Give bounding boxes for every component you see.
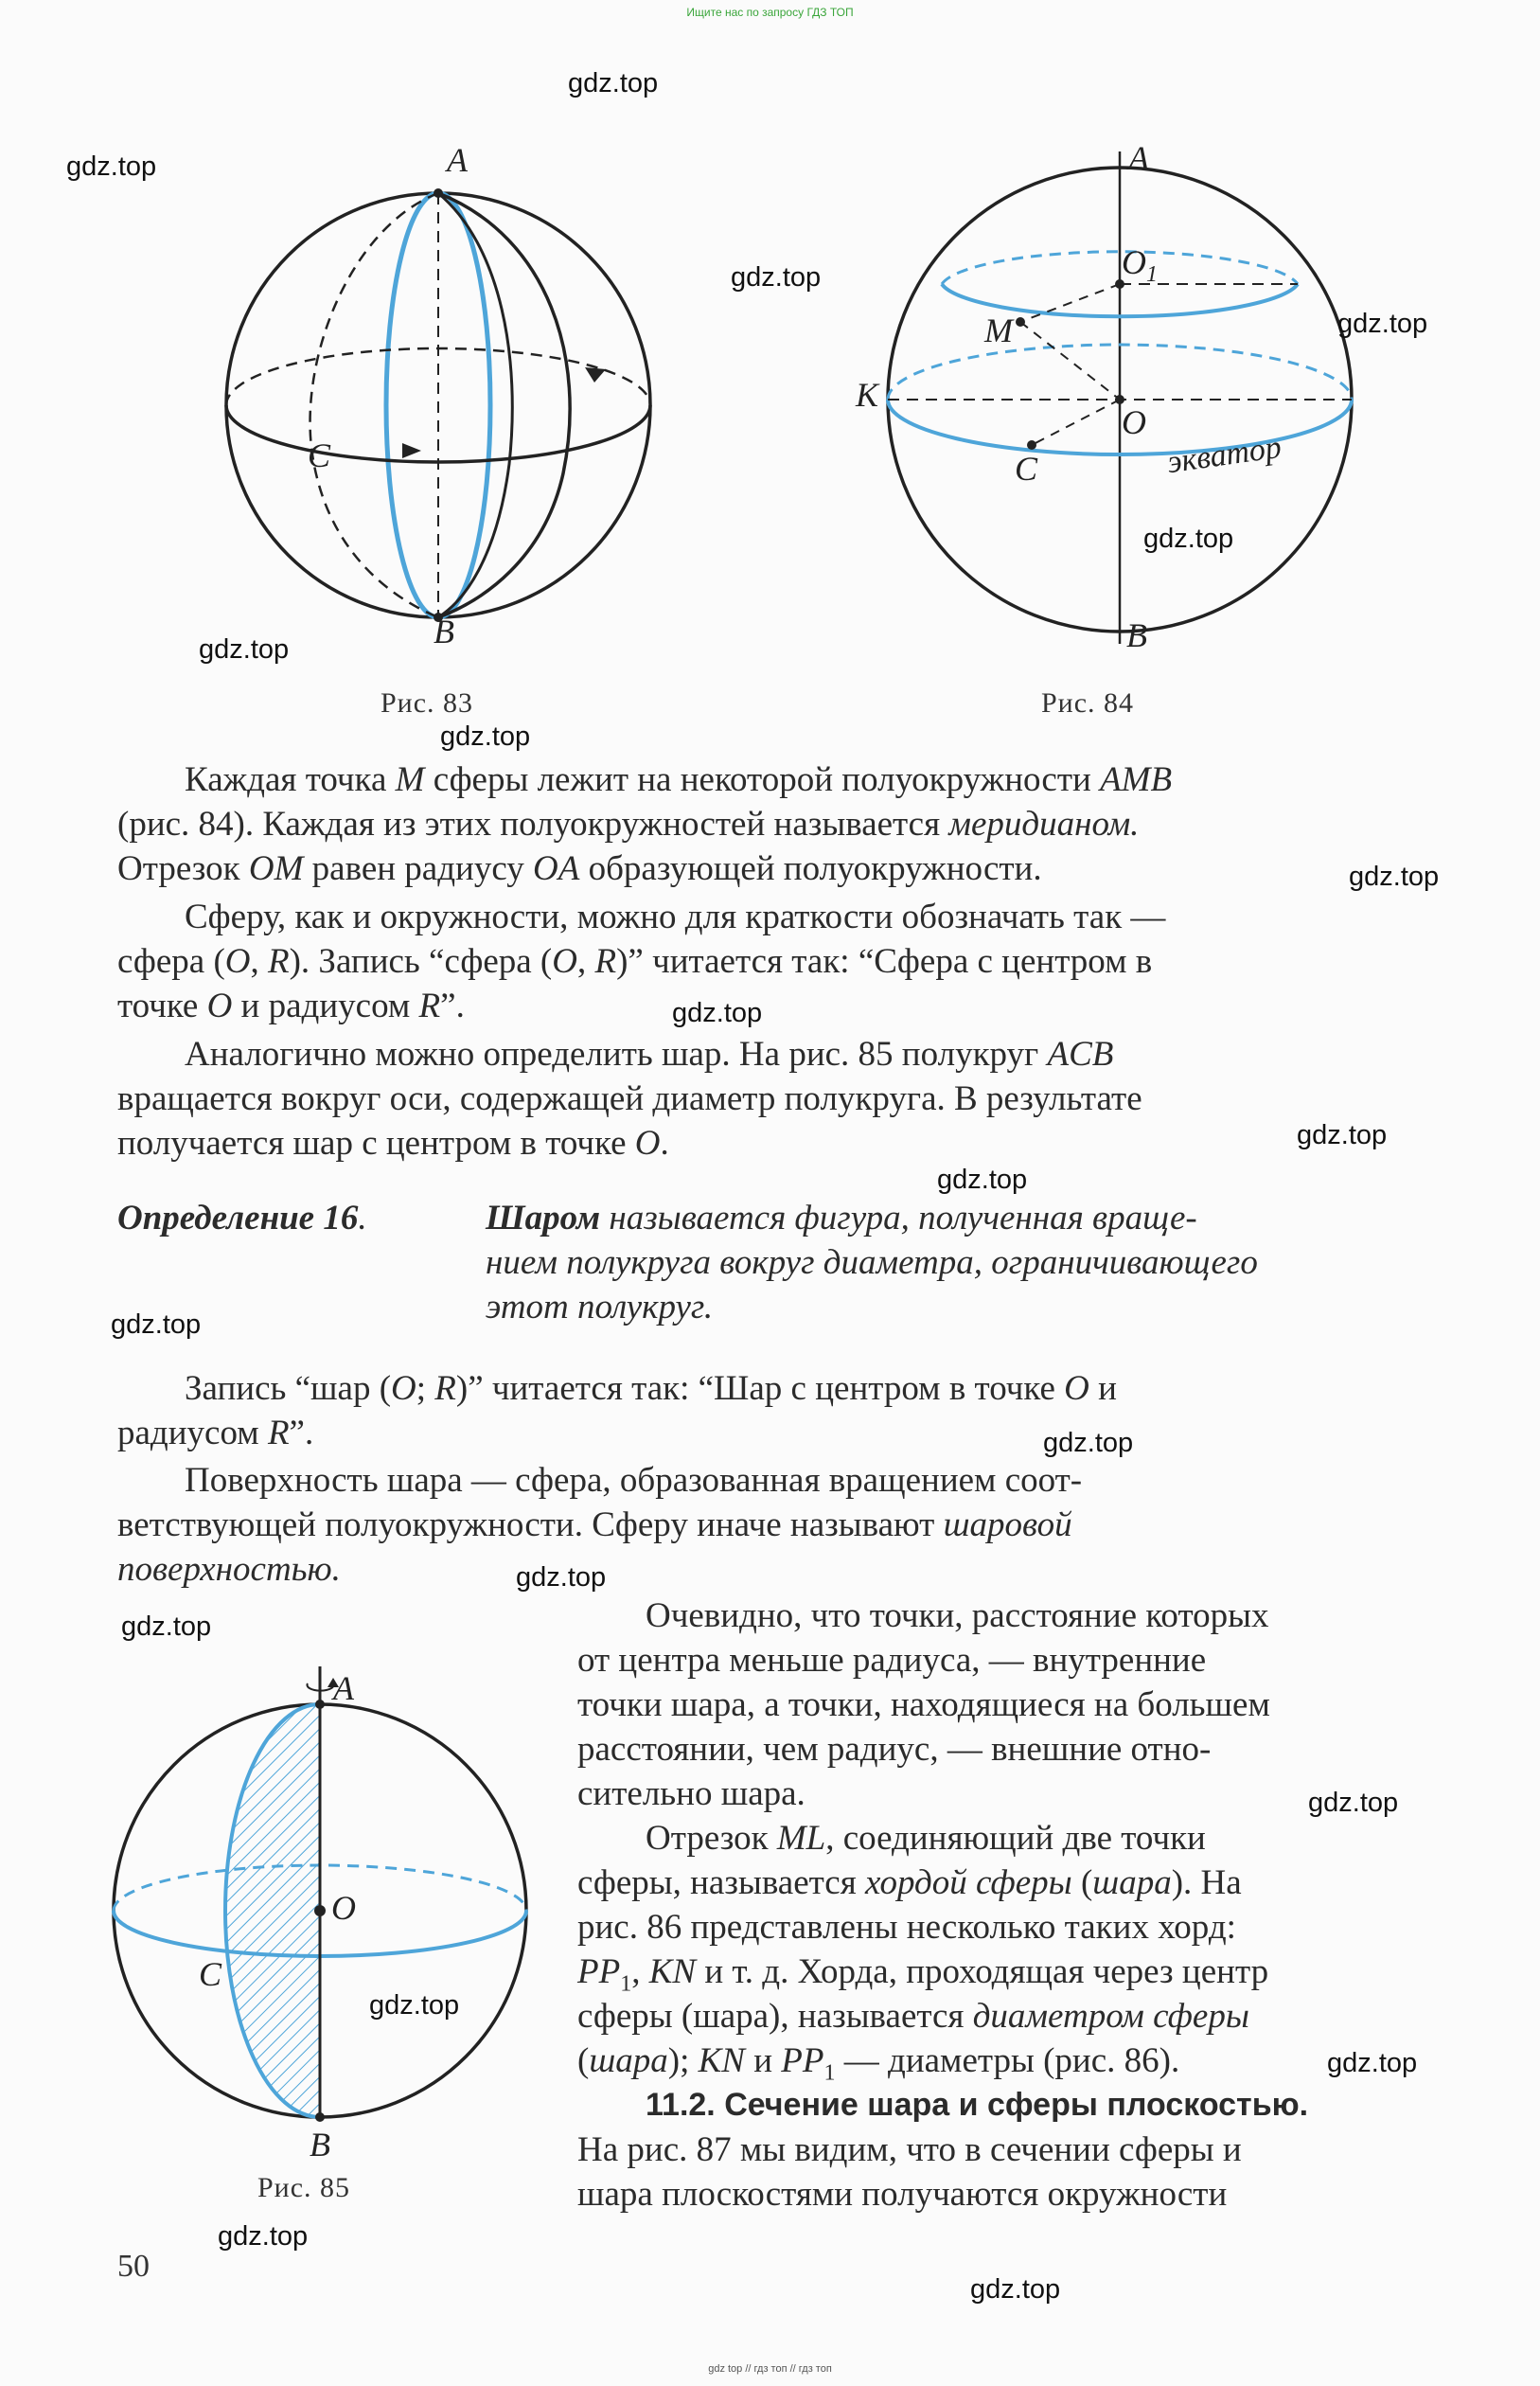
watermark: gdz.top	[1143, 524, 1234, 554]
section-heading-11-2: 11.2. Сечение шара и сферы плоскостью.	[646, 2087, 1309, 2123]
watermark: gdz.top	[970, 2274, 1061, 2305]
right-col-line-7: сферы, называется хордой сферы (шара). На	[577, 1863, 1242, 1902]
watermark: gdz.top	[937, 1165, 1028, 1195]
right-col-line-1: Очевидно, что точки, расстояние которых	[646, 1596, 1269, 1635]
right-col-line-5: сительно шара.	[577, 1774, 805, 1813]
fig83-label-c: C	[308, 436, 331, 474]
paragraph-1-line-2: (рис. 84). Каждая из этих полуокружностей называется меридианом.	[117, 805, 1140, 844]
fig84-label-m: M	[984, 312, 1013, 349]
fig84-label-k: K	[856, 376, 879, 414]
paragraph-3-line-3: получается шар с центром в точке O.	[117, 1124, 669, 1163]
watermark: gdz.top	[1043, 1428, 1134, 1458]
fig85-label-o: O	[331, 1889, 356, 1927]
right-col-line-3: точки шара, а точки, находящиеся на большем	[577, 1685, 1270, 1724]
fig84-equator-label: экватор	[1164, 429, 1283, 481]
fig85-label-c: C	[199, 1955, 222, 1993]
watermark: gdz.top	[1349, 862, 1440, 892]
watermark: gdz.top	[121, 1611, 212, 1642]
right-col-line-10: сферы (шара), называется диаметром сферы	[577, 1997, 1249, 2036]
paragraph-5-line-2: ветствующей полуокружности. Сферу иначе называют шаровой	[117, 1505, 1072, 1544]
fig84-label-b: B	[1126, 616, 1147, 654]
right-col-line-6: Отрезок ML, соединяющий две точки	[646, 1819, 1206, 1858]
right-col-line-14: шара плоскостями получаются окружности	[577, 2175, 1228, 2214]
paragraph-5-line-3: поверхностью.	[117, 1550, 341, 1589]
paragraph-2-line-3: точке O и радиусом R”.	[117, 987, 465, 1025]
fig83-label-a: A	[447, 141, 468, 179]
header-notice: Ищите нас по запросу ГДЗ ТОП	[686, 6, 854, 19]
paragraph-3-line-2: вращается вокруг оси, содержащей диаметр полукруга. В результате	[117, 1079, 1142, 1118]
paragraph-4-line-1: Запись “шар (O; R)” читается так: “Шар с центром в точке O и	[185, 1369, 1117, 1408]
paragraph-1-line-3: Отрезок OM равен радиусу OA образующей полуокружности.	[117, 849, 1042, 888]
watermark: gdz.top	[440, 721, 531, 752]
definition-line-3: этот полукруг.	[486, 1288, 714, 1327]
watermark: gdz.top	[1297, 1120, 1388, 1150]
page-number: 50	[117, 2249, 150, 2284]
watermark: gdz.top	[1337, 309, 1428, 339]
fig85-label-a: A	[333, 1669, 354, 1707]
paragraph-4-line-2: радиусом R”.	[117, 1414, 314, 1452]
watermark: gdz.top	[568, 68, 659, 98]
watermark: gdz.top	[111, 1309, 202, 1340]
fig83-caption: Рис. 83	[381, 687, 474, 719]
right-col-line-11: (шара); KN и $PP_1$ — диаметры (рис. 86).	[577, 2041, 1180, 2086]
fig83-label-b: B	[434, 613, 454, 650]
footer-links: gdz top // гдз топ // гдз топ	[708, 2363, 832, 2375]
definition-label: Определение 16.	[117, 1199, 367, 1238]
watermark: gdz.top	[1327, 2048, 1418, 2078]
right-col-line-13: На рис. 87 мы видим, что в сечении сферы и	[577, 2130, 1242, 2169]
definition-line-1: Шаром называется фигура, полученная враще-	[486, 1199, 1197, 1238]
fig84-caption: Рис. 84	[1041, 687, 1135, 719]
watermark: gdz.top	[516, 1562, 607, 1593]
fig84-o1-sub: 1	[1146, 262, 1158, 288]
fig85-label-b: B	[310, 2126, 330, 2163]
fig85-caption: Рис. 85	[257, 2172, 351, 2203]
paragraph-3-line-1: Аналогично можно определить шар. На рис. 85 полукруг ACB	[185, 1035, 1114, 1074]
fig84-label-c: C	[1015, 450, 1038, 488]
watermark: gdz.top	[1308, 1788, 1399, 1818]
paragraph-5-line-1: Поверхность шара — сфера, образованная вращением соот-	[185, 1461, 1083, 1500]
paragraph-2-line-1: Сферу, как и окружности, можно для краткости обозначать так —	[185, 898, 1166, 936]
fig84-o1-letter: O	[1122, 243, 1146, 281]
right-col-line-2: от центра меньше радиуса, — внутренние	[577, 1641, 1207, 1680]
figure-83	[208, 170, 681, 644]
watermark: gdz.top	[199, 634, 290, 665]
definition-line-2: нием полукруга вокруг диаметра, ограничивающего	[486, 1243, 1258, 1282]
watermark: gdz.top	[731, 262, 822, 293]
watermark: gdz.top	[66, 151, 157, 182]
watermark: gdz.top	[369, 1990, 460, 2021]
fig84-label-a: A	[1128, 139, 1149, 177]
figure-84	[890, 151, 1344, 644]
watermark: gdz.top	[672, 998, 763, 1028]
right-col-line-9: $PP_1$, KN и т. д. Хорда, проходящая через центр	[577, 1952, 1269, 1997]
right-col-line-4: расстоянии, чем радиус, — внешние отно-	[577, 1730, 1212, 1769]
paragraph-1-line-1: Каждая точка M сферы лежит на некоторой полуокружности AMB	[185, 760, 1173, 799]
fig84-label-o: O	[1122, 403, 1146, 441]
paragraph-2-line-2: сфера (O, R). Запись “сфера (O, R)” читается так: “Сфера с центром в	[117, 942, 1153, 981]
right-col-line-8: рис. 86 представлены несколько таких хорд:	[577, 1908, 1236, 1947]
fig84-label-o1	[1122, 242, 1158, 288]
watermark: gdz.top	[218, 2221, 309, 2252]
